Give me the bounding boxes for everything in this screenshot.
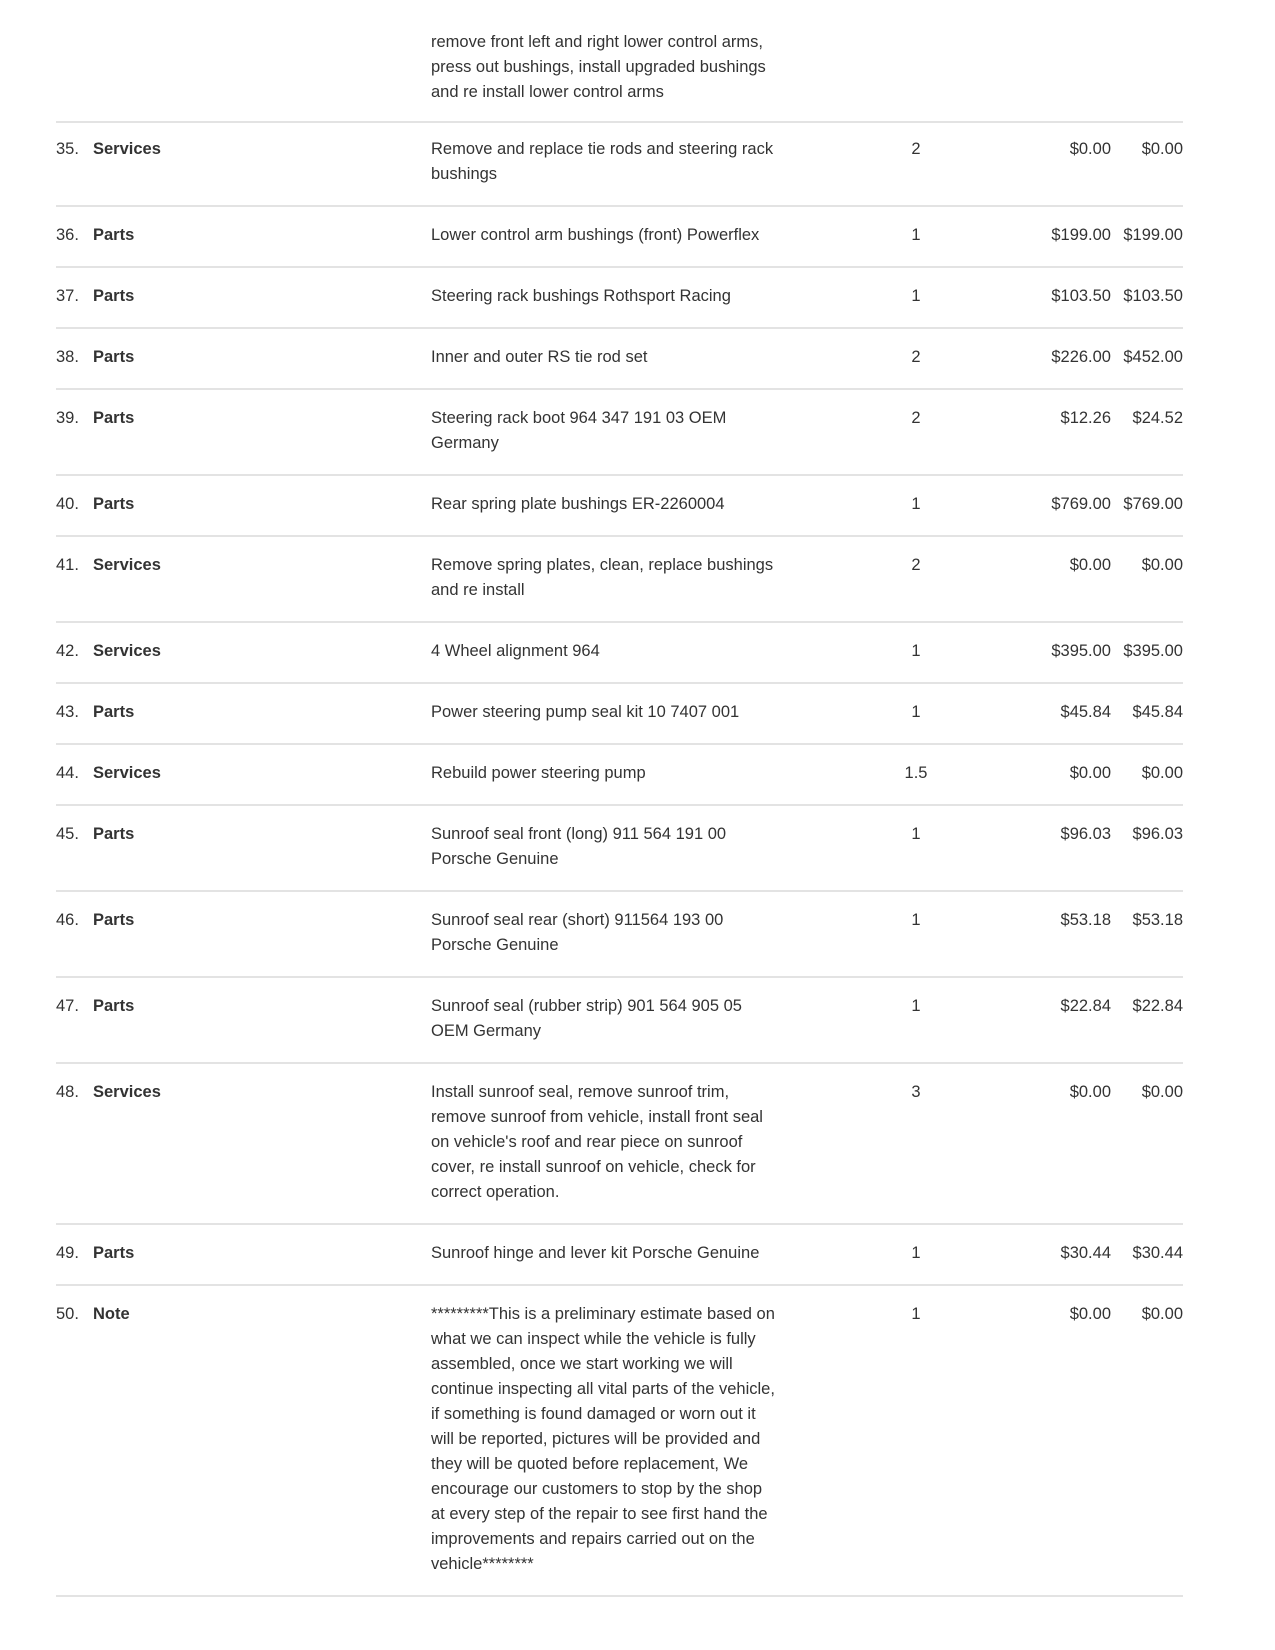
item-amount: $22.84 <box>1132 997 1183 1015</box>
item-rate: $0.00 <box>1069 556 1111 574</box>
item-description: Power steering pump seal kit 10 7407 001 <box>431 703 740 721</box>
line-item-row <box>56 1286 1183 1597</box>
line-item-row <box>56 745 1183 806</box>
line-item-row <box>56 806 1183 892</box>
item-number: 47. <box>56 997 79 1015</box>
item-quantity: 1 <box>911 1244 921 1262</box>
item-amount: $0.00 <box>1141 1305 1183 1323</box>
item-description: Remove and replace tie rods and steering rack bushings <box>431 140 774 183</box>
item-amount: $24.52 <box>1132 409 1183 427</box>
item-description: Sunroof seal rear (short) 911564 193 00 Porsche Genuine <box>431 911 724 954</box>
line-item-row <box>56 978 1183 1064</box>
item-description: Steering rack boot 964 347 191 03 OEM Germany <box>431 409 727 452</box>
item-type: Services <box>93 556 161 574</box>
item-type: Parts <box>93 226 135 244</box>
item-number: 38. <box>56 348 79 366</box>
item-number: 43. <box>56 703 79 721</box>
item-description: Steering rack bushings Rothsport Racing <box>431 287 731 305</box>
item-number: 48. <box>56 1083 79 1101</box>
item-number: 41. <box>56 556 79 574</box>
item-rate: $22.84 <box>1060 997 1111 1015</box>
line-item-row <box>56 268 1183 329</box>
item-quantity: 3 <box>911 1083 921 1101</box>
item-type: Parts <box>93 825 135 843</box>
item-type: Parts <box>93 409 135 427</box>
line-item-row <box>56 329 1183 390</box>
item-quantity: 1 <box>911 495 921 513</box>
item-description: Sunroof seal (rubber strip) 901 564 905 05 OEM Germany <box>431 997 742 1040</box>
item-type: Services <box>93 1083 161 1101</box>
item-number: 46. <box>56 911 79 929</box>
item-quantity: 1 <box>911 642 921 660</box>
item-type: Parts <box>93 287 135 305</box>
item-number: 42. <box>56 642 79 660</box>
item-description: Inner and outer RS tie rod set <box>431 348 648 366</box>
line-item-row <box>56 207 1183 268</box>
item-amount: $199.00 <box>1123 226 1183 244</box>
item-amount: $45.84 <box>1132 703 1183 721</box>
item-type: Parts <box>93 911 135 929</box>
item-rate: $226.00 <box>1051 348 1111 366</box>
item-rate: $769.00 <box>1051 495 1111 513</box>
item-rate: $45.84 <box>1060 703 1111 721</box>
item-number: 40. <box>56 495 79 513</box>
item-quantity: 1 <box>911 997 921 1015</box>
line-item-row <box>56 476 1183 537</box>
line-item-row <box>56 537 1183 623</box>
item-number: 39. <box>56 409 79 427</box>
item-number: 36. <box>56 226 79 244</box>
item-rate: $0.00 <box>1069 1083 1111 1101</box>
item-rate: $103.50 <box>1051 287 1111 305</box>
line-item-row <box>56 892 1183 978</box>
item-amount: $769.00 <box>1123 495 1183 513</box>
item-amount: $53.18 <box>1132 911 1183 929</box>
item-rate: $12.26 <box>1060 409 1111 427</box>
item-type: Services <box>93 140 161 158</box>
item-amount: $0.00 <box>1141 764 1183 782</box>
item-type: Parts <box>93 1244 135 1262</box>
item-quantity: 1 <box>911 287 921 305</box>
item-quantity: 1 <box>911 825 921 843</box>
item-rate: $53.18 <box>1060 911 1111 929</box>
continued-line-item <box>56 0 1183 123</box>
line-item-row <box>56 623 1183 684</box>
item-number: 50. <box>56 1305 79 1323</box>
item-description: Remove spring plates, clean, replace bushings and re install <box>431 556 774 599</box>
item-quantity: 1 <box>911 703 921 721</box>
item-description: *********This is a preliminary estimate based on what we can inspect while the vehicle is fully assembled, once we start working we will continue inspecting all vital parts of the vehicle, if something is found damaged or worn out it will be reported, pictures will be provided and they will be quoted before replacement, We encourage our customers to stop by the shop at every step of the repair to see first hand the improvements and repairs carried out on the vehicle******** <box>431 1305 775 1573</box>
item-rate: $395.00 <box>1051 642 1111 660</box>
item-description: Lower control arm bushings (front) Powerflex <box>431 226 760 244</box>
item-description: Rear spring plate bushings ER-2260004 <box>431 495 725 513</box>
item-quantity: 2 <box>911 409 921 427</box>
item-number: 44. <box>56 764 79 782</box>
item-number: 35. <box>56 140 79 158</box>
item-type: Parts <box>93 495 135 513</box>
item-rate: $30.44 <box>1060 1244 1111 1262</box>
item-quantity: 1 <box>911 1305 921 1323</box>
item-rate: $0.00 <box>1069 140 1111 158</box>
item-amount: $395.00 <box>1123 642 1183 660</box>
item-type: Services <box>93 764 161 782</box>
item-description: 4 Wheel alignment 964 <box>431 642 600 660</box>
item-quantity: 2 <box>911 348 921 366</box>
item-description: Rebuild power steering pump <box>431 764 646 782</box>
item-rate: $0.00 <box>1069 764 1111 782</box>
item-rate: $199.00 <box>1051 226 1111 244</box>
item-description: Install sunroof seal, remove sunroof trim, remove sunroof from vehicle, install front seal on vehicle's roof and rear piece on sunroof cover, re install sunroof on vehicle, check for correct operation. <box>431 1083 763 1201</box>
item-amount: $0.00 <box>1141 140 1183 158</box>
item-amount: $452.00 <box>1123 348 1183 366</box>
line-items-table <box>56 121 1183 1597</box>
item-description: Sunroof hinge and lever kit Porsche Genuine <box>431 1244 760 1262</box>
item-number: 37. <box>56 287 79 305</box>
item-type: Services <box>93 642 161 660</box>
item-quantity: 2 <box>911 556 921 574</box>
line-item-row <box>56 1064 1183 1225</box>
item-rate: $0.00 <box>1069 1305 1111 1323</box>
item-type: Parts <box>93 703 135 721</box>
item-quantity: 1 <box>911 911 921 929</box>
item-type: Parts <box>93 348 135 366</box>
item-amount: $0.00 <box>1141 556 1183 574</box>
item-number: 45. <box>56 825 79 843</box>
line-item-row <box>56 121 1183 207</box>
item-quantity: 2 <box>911 140 921 158</box>
item-number: 49. <box>56 1244 79 1262</box>
item-description: remove front left and right lower control arms, press out bushings, install upgraded bushings and re install lower control arms <box>431 33 766 101</box>
line-item-row <box>56 1225 1183 1286</box>
item-amount: $103.50 <box>1123 287 1183 305</box>
item-description: Sunroof seal front (long) 911 564 191 00 Porsche Genuine <box>431 825 727 868</box>
item-type: Note <box>93 1305 130 1323</box>
item-amount: $30.44 <box>1132 1244 1183 1262</box>
item-amount: $0.00 <box>1141 1083 1183 1101</box>
line-item-row <box>56 684 1183 745</box>
item-type: Parts <box>93 997 135 1015</box>
item-quantity: 1 <box>911 226 921 244</box>
item-rate: $96.03 <box>1060 825 1111 843</box>
line-item-row <box>56 390 1183 476</box>
item-quantity: 1.5 <box>904 764 928 782</box>
item-amount: $96.03 <box>1132 825 1183 843</box>
